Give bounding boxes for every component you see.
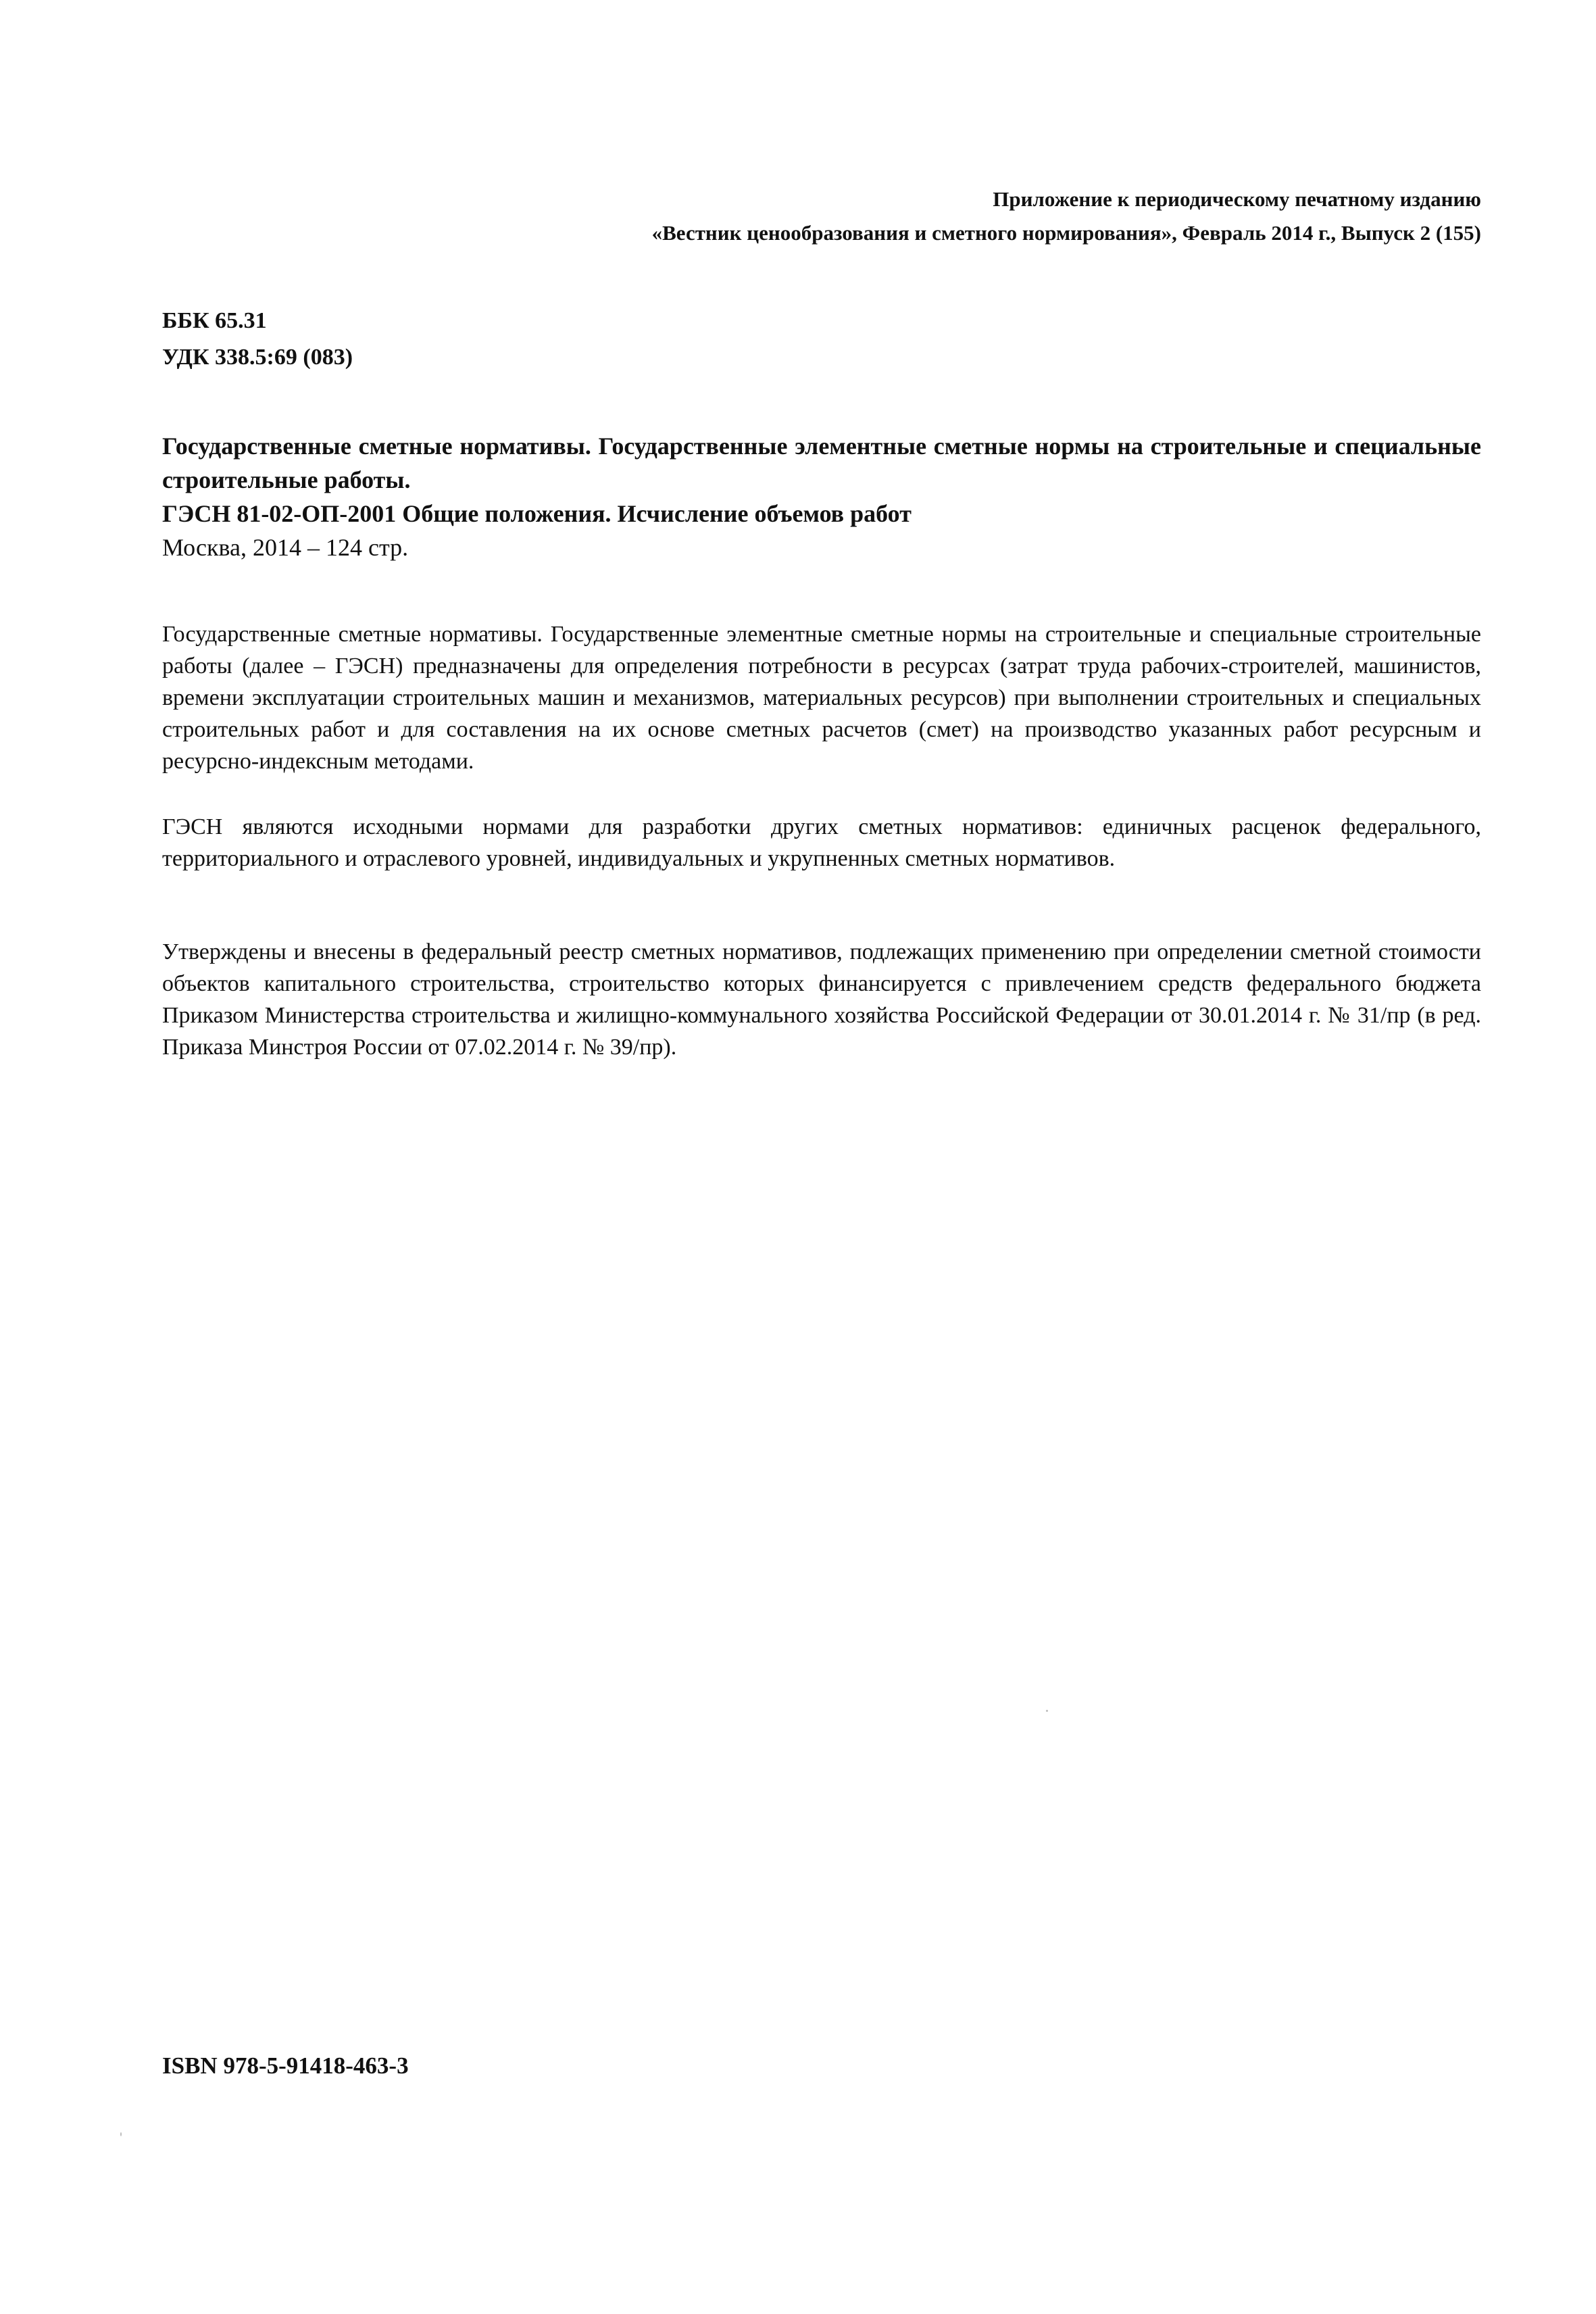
udk-code: УДК 338.5:69 (083) [162,345,353,370]
header-line-1: Приложение к периодическому печатному изданию [993,187,1481,211]
title-line-1: Государственные сметные нормативы. Государственные элементные сметные нормы на строительные и специальные строительные работы. [162,433,1481,493]
document-title-block [162,429,1481,564]
title-line-2: ГЭСН 81-02-ОП-2001 Общие положения. Исчисление объемов работ [162,500,912,527]
publication-info: Москва, 2014 – 124 стр. [162,534,409,561]
classification-codes [162,303,353,376]
header-line-2: «Вестник ценообразования и сметного нормирования», Февраль 2014 г., Выпуск 2 (155) [651,221,1481,245]
publication-header [162,182,1481,250]
body-paragraph-1: Государственные сметные нормативы. Государственные элементные сметные нормы на строительные и специальные строительные работы (далее – ГЭСН) предназначены для определения потребности в ресурсах (затрат труда рабочих-строителей, машинистов, времени эксплуатации строительных машин и механизмов, материальных ресурсов) при выполнении строительных и специальных строительных работ и для составления на их основе сметных расчетов (смет) на производство указанных работ ресурсным и ресурсно-индексным методами. [162,622,1481,774]
scan-speck [120,2132,122,2136]
bbk-code: ББК 65.31 [162,308,267,333]
approval-paragraph: Утверждены и внесены в федеральный реестр сметных нормативов, подлежащих применению при определении сметной стоимости объектов капитального строительства, строительство которых финансируется с привлечением средств федерального бюджета Приказом Министерства строительства и жилищно-коммунального хозяйства Российской Федерации от 30.01.2014 г. № 31/пр (в ред. Приказа Минстроя России от 07.02.2014 г. № 39/пр). [162,939,1481,1060]
scan-speck [1046,1710,1048,1712]
body-paragraph-2: ГЭСН являются исходными нормами для разработки других сметных нормативов: единичных расценок федерального, территориального и отраслевого уровней, индивидуальных и укрупненных сметных нормативов. [162,814,1481,871]
isbn-number: ISBN 978-5-91418-463-3 [162,2052,409,2079]
